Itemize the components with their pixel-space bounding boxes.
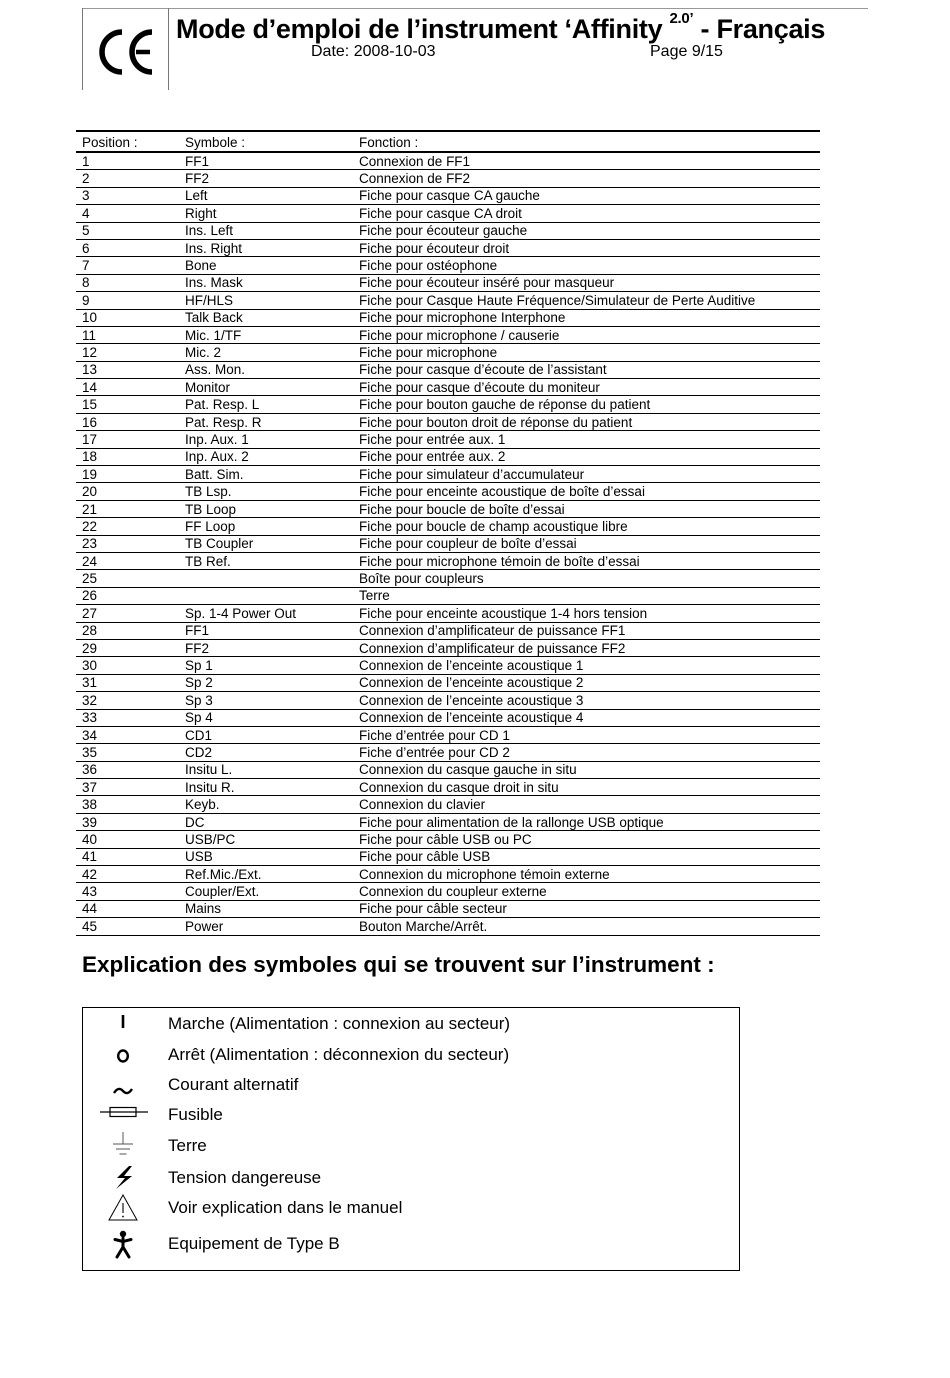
cell-symbol: Right (179, 205, 353, 222)
earth-ground-icon (95, 1132, 151, 1162)
table-row (76, 883, 820, 900)
cell-symbol: Ins. Right (179, 239, 353, 256)
legend-row (83, 1132, 739, 1162)
table-row (76, 344, 820, 361)
cell-function: Fiche pour entrée aux. 2 (353, 448, 820, 465)
cell-position: 34 (76, 726, 179, 743)
header-divider (168, 8, 169, 90)
table-row (76, 292, 820, 309)
table-row (76, 535, 820, 552)
cell-symbol: Ins. Mask (179, 274, 353, 291)
table-row (76, 518, 820, 535)
table-row (76, 483, 820, 500)
cell-symbol: Mains (179, 900, 353, 917)
cell-position: 39 (76, 813, 179, 830)
table-row (76, 831, 820, 848)
cell-position: 31 (76, 674, 179, 691)
cell-function: Connexion de FF1 (353, 152, 820, 170)
cell-function: Fiche pour enceinte acoustique de boîte d’essai (353, 483, 820, 500)
column-header-function: Fonction : (353, 131, 820, 152)
page-number: Page 9/15 (650, 43, 723, 60)
cell-symbol: CD2 (179, 744, 353, 761)
legend-label: Marche (Alimentation : connexion au secteur) (168, 1014, 511, 1033)
column-header-position: Position : (76, 131, 179, 152)
cell-function: Fiche pour écouteur inséré pour masqueur (353, 274, 820, 291)
cell-position: 33 (76, 709, 179, 726)
cell-position: 24 (76, 552, 179, 569)
cell-function: Fiche pour boucle de champ acoustique libre (353, 518, 820, 535)
cell-function: Fiche pour microphone témoin de boîte d’essai (353, 552, 820, 569)
symbols-legend-box (82, 1007, 740, 1271)
legend-row (83, 1071, 739, 1101)
cell-symbol (179, 587, 353, 604)
document-header (82, 8, 868, 90)
cell-function: Fiche pour casque d’écoute du moniteur (353, 379, 820, 396)
table-row (76, 587, 820, 604)
ce-mark-logo (92, 26, 158, 78)
legend-label: Equipement de Type B (168, 1234, 340, 1253)
table-row (76, 866, 820, 883)
cell-function: Connexion de FF2 (353, 170, 820, 187)
cell-function: Fiche pour enceinte acoustique 1-4 hors tension (353, 605, 820, 622)
cell-symbol: Insitu L. (179, 761, 353, 778)
table-row (76, 170, 820, 187)
cell-position: 19 (76, 466, 179, 483)
table-row (76, 413, 820, 430)
cell-symbol: Coupler/Ext. (179, 883, 353, 900)
cell-function: Connexion d’amplificateur de puissance FF2 (353, 639, 820, 656)
cell-symbol: HF/HLS (179, 292, 353, 309)
cell-function: Fiche pour microphone Interphone (353, 309, 820, 326)
table-row (76, 796, 820, 813)
table-row (76, 361, 820, 378)
cell-function: Fiche pour casque d’écoute de l’assistant (353, 361, 820, 378)
table-row (76, 848, 820, 865)
table-row (76, 552, 820, 569)
cell-symbol: FF1 (179, 152, 353, 170)
cell-position: 42 (76, 866, 179, 883)
table-row (76, 622, 820, 639)
table-row (76, 674, 820, 691)
table-row (76, 187, 820, 204)
table-row (76, 431, 820, 448)
cell-position: 22 (76, 518, 179, 535)
table-row (76, 205, 820, 222)
cell-function: Connexion du casque droit in situ (353, 779, 820, 796)
cell-position: 28 (76, 622, 179, 639)
cell-symbol: Monitor (179, 379, 353, 396)
legend-row (83, 1164, 739, 1194)
cell-position: 29 (76, 639, 179, 656)
table-row (76, 709, 820, 726)
table-row (76, 239, 820, 256)
table-row (76, 605, 820, 622)
cell-position: 38 (76, 796, 179, 813)
cell-symbol: Sp 3 (179, 692, 353, 709)
cell-symbol: Inp. Aux. 2 (179, 448, 353, 465)
cell-symbol: Mic. 2 (179, 344, 353, 361)
cell-symbol: FF2 (179, 639, 353, 656)
cell-symbol: TB Ref. (179, 552, 353, 569)
legend-label: Terre (168, 1136, 207, 1155)
cell-symbol: FF Loop (179, 518, 353, 535)
cell-symbol: USB (179, 848, 353, 865)
cell-function: Fiche pour casque CA gauche (353, 187, 820, 204)
cell-position: 7 (76, 257, 179, 274)
table-row (76, 152, 820, 170)
cell-position: 40 (76, 831, 179, 848)
cell-function: Fiche pour coupleur de boîte d’essai (353, 535, 820, 552)
cell-symbol: Batt. Sim. (179, 466, 353, 483)
cell-symbol: Pat. Resp. R (179, 413, 353, 430)
table-row (76, 570, 820, 587)
cell-symbol: Sp 4 (179, 709, 353, 726)
cell-position: 16 (76, 413, 179, 430)
legend-row (83, 1010, 739, 1040)
cell-function: Fiche pour entrée aux. 1 (353, 431, 820, 448)
table-row (76, 466, 820, 483)
cell-symbol: CD1 (179, 726, 353, 743)
legend-row (83, 1230, 739, 1260)
cell-position: 2 (76, 170, 179, 187)
cell-symbol: TB Coupler (179, 535, 353, 552)
cell-function: Fiche pour alimentation de la rallonge USB optique (353, 813, 820, 830)
cell-position: 41 (76, 848, 179, 865)
cell-position: 25 (76, 570, 179, 587)
table-row (76, 657, 820, 674)
cell-position: 30 (76, 657, 179, 674)
cell-function: Fiche pour microphone / causerie (353, 326, 820, 343)
table-row (76, 918, 820, 935)
alternating-current-icon (95, 1071, 151, 1101)
cell-position: 5 (76, 222, 179, 239)
table-row (76, 274, 820, 291)
document-date: Date: 2008-10-03 (311, 43, 436, 60)
symbols-section-title: Explication des symboles qui se trouvent sur l’instrument : (82, 952, 715, 977)
table-body (76, 152, 820, 935)
cell-function: Connexion du coupleur externe (353, 883, 820, 900)
cell-function: Fiche pour microphone (353, 344, 820, 361)
table-row (76, 500, 820, 517)
cell-function: Fiche pour bouton gauche de réponse du patient (353, 396, 820, 413)
table-row (76, 309, 820, 326)
cell-function: Fiche pour écouteur gauche (353, 222, 820, 239)
cell-symbol: FF2 (179, 170, 353, 187)
table-row (76, 379, 820, 396)
cell-symbol: Insitu R. (179, 779, 353, 796)
cell-function: Fiche pour ostéophone (353, 257, 820, 274)
cell-function: Connexion du microphone témoin externe (353, 866, 820, 883)
cell-symbol: Inp. Aux. 1 (179, 431, 353, 448)
table-header-row (76, 131, 820, 152)
legend-row (83, 1041, 739, 1071)
cell-position: 26 (76, 587, 179, 604)
type-b-equipment-icon (95, 1230, 151, 1260)
column-header-symbol: Symbole : (179, 131, 353, 152)
cell-function: Bouton Marche/Arrêt. (353, 918, 820, 935)
cell-position: 35 (76, 744, 179, 761)
cell-position: 18 (76, 448, 179, 465)
cell-function: Connexion du clavier (353, 796, 820, 813)
cell-symbol: TB Lsp. (179, 483, 353, 500)
cell-function: Connexion de l’enceinte acoustique 3 (353, 692, 820, 709)
cell-symbol: Sp 2 (179, 674, 353, 691)
header-top-rule (82, 8, 868, 9)
cell-symbol: Left (179, 187, 353, 204)
cell-function: Connexion de l’enceinte acoustique 2 (353, 674, 820, 691)
cell-symbol (179, 570, 353, 587)
cell-function: Connexion de l’enceinte acoustique 1 (353, 657, 820, 674)
cell-symbol: Sp 1 (179, 657, 353, 674)
cell-position: 36 (76, 761, 179, 778)
cell-symbol: Talk Back (179, 309, 353, 326)
cell-position: 14 (76, 379, 179, 396)
cell-function: Terre (353, 587, 820, 604)
cell-position: 45 (76, 918, 179, 935)
cell-position: 11 (76, 326, 179, 343)
cell-function: Fiche pour simulateur d’accumulateur (353, 466, 820, 483)
connector-table (76, 130, 820, 936)
cell-position: 21 (76, 500, 179, 517)
cell-position: 12 (76, 344, 179, 361)
table-row (76, 744, 820, 761)
cell-function: Fiche pour casque CA droit (353, 205, 820, 222)
legend-row (83, 1194, 739, 1224)
cell-function: Fiche pour câble USB (353, 848, 820, 865)
cell-symbol: TB Loop (179, 500, 353, 517)
cell-function: Fiche pour boucle de boîte d’essai (353, 500, 820, 517)
cell-position: 4 (76, 205, 179, 222)
legend-label: Tension dangereuse (168, 1168, 322, 1187)
cell-function: Boîte pour coupleurs (353, 570, 820, 587)
cell-function: Connexion de l’enceinte acoustique 4 (353, 709, 820, 726)
cell-function: Connexion d’amplificateur de puissance FF1 (353, 622, 820, 639)
cell-position: 17 (76, 431, 179, 448)
table-row (76, 639, 820, 656)
cell-position: 13 (76, 361, 179, 378)
legend-label: Fusible (168, 1105, 223, 1124)
cell-function: Fiche pour câble secteur (353, 900, 820, 917)
cell-position: 9 (76, 292, 179, 309)
cell-position: 1 (76, 152, 179, 170)
fuse-icon (95, 1101, 151, 1131)
cell-symbol: Pat. Resp. L (179, 396, 353, 413)
cell-symbol: Ins. Left (179, 222, 353, 239)
cell-position: 23 (76, 535, 179, 552)
warning-triangle-icon (95, 1194, 151, 1224)
legend-label: Voir explication dans le manuel (168, 1198, 403, 1217)
cell-position: 15 (76, 396, 179, 413)
table-row (76, 726, 820, 743)
document-title: Mode d’emploi de l’instrument ‘Affinity $^{2.0’}$ - Français (176, 10, 826, 44)
cell-symbol: Power (179, 918, 353, 935)
table-row (76, 761, 820, 778)
table-row (76, 692, 820, 709)
table-row (76, 222, 820, 239)
cell-position: 32 (76, 692, 179, 709)
cell-function: Fiche pour bouton droit de réponse du patient (353, 413, 820, 430)
cell-position: 8 (76, 274, 179, 291)
table-row (76, 448, 820, 465)
table-row (76, 813, 820, 830)
table-row (76, 779, 820, 796)
table-row (76, 257, 820, 274)
cell-symbol: Ass. Mon. (179, 361, 353, 378)
cell-symbol: Keyb. (179, 796, 353, 813)
header-left-rule (82, 8, 83, 90)
cell-function: Fiche pour câble USB ou PC (353, 831, 820, 848)
dangerous-voltage-icon (95, 1164, 151, 1194)
cell-function: Fiche pour écouteur droit (353, 239, 820, 256)
cell-symbol: Mic. 1/TF (179, 326, 353, 343)
cell-symbol: Bone (179, 257, 353, 274)
cell-position: 10 (76, 309, 179, 326)
legend-row (83, 1101, 739, 1131)
table-row (76, 326, 820, 343)
cell-position: 6 (76, 239, 179, 256)
power-on-icon (95, 1010, 151, 1040)
cell-position: 44 (76, 900, 179, 917)
cell-position: 20 (76, 483, 179, 500)
cell-symbol: Sp. 1-4 Power Out (179, 605, 353, 622)
cell-function: Fiche d’entrée pour CD 1 (353, 726, 820, 743)
cell-symbol: FF1 (179, 622, 353, 639)
cell-position: 3 (76, 187, 179, 204)
cell-position: 43 (76, 883, 179, 900)
cell-position: 37 (76, 779, 179, 796)
legend-label: Courant alternatif (168, 1075, 299, 1094)
cell-symbol: Ref.Mic./Ext. (179, 866, 353, 883)
cell-symbol: USB/PC (179, 831, 353, 848)
cell-position: 27 (76, 605, 179, 622)
cell-function: Connexion du casque gauche in situ (353, 761, 820, 778)
power-off-icon (95, 1041, 151, 1071)
table-row (76, 396, 820, 413)
legend-label: Arrêt (Alimentation : déconnexion du secteur) (168, 1045, 510, 1064)
cell-function: Fiche d’entrée pour CD 2 (353, 744, 820, 761)
cell-symbol: DC (179, 813, 353, 830)
cell-function: Fiche pour Casque Haute Fréquence/Simulateur de Perte Auditive (353, 292, 820, 309)
table-row (76, 900, 820, 917)
